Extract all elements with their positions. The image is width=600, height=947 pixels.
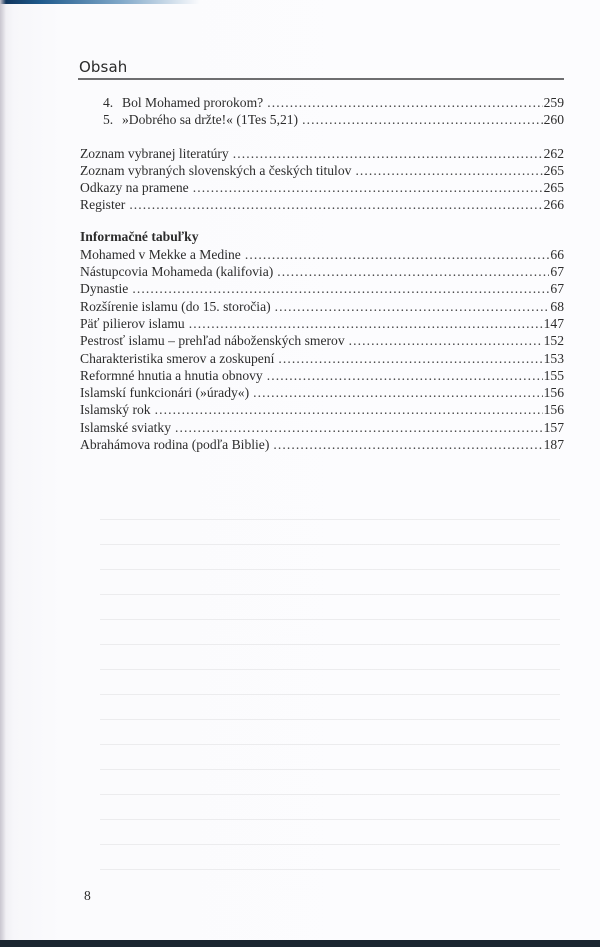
toc-entry [80, 246, 564, 263]
toc-entry [80, 145, 564, 162]
dot-leader [245, 246, 550, 263]
spacer [80, 214, 564, 228]
toc-entry-page: 67 [550, 281, 564, 297]
toc-entry-title: Islamský rok [80, 402, 151, 418]
toc-entry-page: 259 [543, 95, 564, 110]
toc-entry [80, 384, 564, 401]
dot-leader [267, 367, 543, 384]
toc-entry-page: 155 [543, 367, 564, 383]
toc-entry-page: 262 [543, 145, 564, 161]
bleed-through-texture [100, 505, 560, 875]
toc-entry-number: 5. [103, 112, 114, 128]
dot-leader [193, 179, 543, 196]
toc-entry [80, 111, 564, 128]
dot-leader [175, 419, 543, 436]
toc-entry-title: Bol Mohamed prorokom? [122, 95, 264, 110]
dot-leader [253, 384, 542, 401]
toc-entry-title: Päť pilierov islamu [80, 315, 185, 331]
toc-entry-title: Zoznam vybraných slovenských a českých titulov [80, 162, 352, 178]
toc-entry-page: 187 [543, 437, 564, 453]
toc-entry [80, 419, 564, 436]
toc-entry-page: 265 [543, 162, 564, 178]
toc-entry-page: 260 [543, 112, 564, 128]
toc-entry [80, 280, 564, 297]
toc-entry [80, 315, 564, 332]
toc-entry [80, 401, 564, 418]
dot-leader [129, 196, 542, 213]
toc-entry [80, 367, 564, 384]
toc-entry-page: 147 [543, 315, 564, 331]
scan-edge-top [0, 0, 600, 4]
toc-entry-page: 265 [543, 180, 564, 196]
dot-leader [132, 280, 549, 297]
toc-entry-title: Odkazy na pramene [80, 180, 189, 196]
table-of-contents [80, 94, 564, 453]
toc-entry-page: 67 [550, 264, 564, 280]
toc-entry-page: 68 [550, 298, 564, 314]
dot-leader [273, 436, 542, 453]
dot-leader [267, 94, 542, 111]
toc-entry-title: Zoznam vybranej literatúry [80, 145, 229, 161]
toc-entry-page: 157 [543, 419, 564, 435]
toc-entry-title: Dynastie [80, 281, 129, 297]
toc-entry [80, 263, 564, 280]
spacer [80, 129, 564, 145]
toc-entry-page: 66 [550, 246, 564, 262]
toc-entry [80, 298, 564, 315]
toc-entry-title: Abrahámova rodina (podľa Biblie) [80, 437, 270, 453]
dot-leader [277, 263, 549, 280]
toc-entry [80, 350, 564, 367]
toc-entry-title: Mohamed v Mekke a Medine [80, 246, 241, 262]
header-rule [78, 78, 564, 80]
dot-leader [233, 145, 543, 162]
running-head: Obsah [79, 58, 128, 76]
toc-entry-number: 4. [103, 95, 114, 110]
page-gutter-shadow [0, 0, 6, 940]
toc-entry [80, 196, 564, 213]
section-heading: Informačné tabuľky [80, 228, 199, 244]
dot-leader [355, 162, 542, 179]
toc-entry-title: Rozšírenie islamu (do 15. storočia) [80, 298, 271, 314]
toc-entry-page: 156 [543, 402, 564, 418]
toc-entry-page: 156 [543, 385, 564, 401]
toc-entry [80, 332, 564, 349]
toc-entry-title: »Dobrého sa držte!« (1Tes 5,21) [122, 112, 299, 128]
toc-entry-title: Register [80, 197, 126, 213]
toc-entry-page: 266 [543, 197, 564, 213]
toc-entry [80, 162, 564, 179]
toc-entry-title: Charakteristika smerov a zoskupení [80, 350, 275, 366]
toc-entry [80, 94, 564, 111]
dot-leader [278, 350, 542, 367]
toc-entry-title: Pestrosť islamu – prehľad náboženských smerov [80, 333, 345, 349]
toc-entry-title: Reformné hnutia a hnutia obnovy [80, 367, 263, 383]
toc-entry-page: 152 [543, 333, 564, 349]
dot-leader [155, 401, 543, 418]
dot-leader [302, 111, 543, 128]
dot-leader [275, 298, 550, 315]
toc-entry-title: Nástupcovia Mohameda (kalifovia) [80, 264, 274, 280]
page-number: 8 [84, 888, 91, 903]
dot-leader [349, 332, 543, 349]
scan-edge-bottom [0, 940, 600, 947]
toc-entry-title: Islamské sviatky [80, 419, 171, 435]
toc-entry [80, 436, 564, 453]
toc-entry [80, 179, 564, 196]
toc-entry-title: Islamskí funkcionári (»úrady«) [80, 385, 250, 401]
dot-leader [189, 315, 543, 332]
toc-entry-page: 153 [543, 350, 564, 366]
